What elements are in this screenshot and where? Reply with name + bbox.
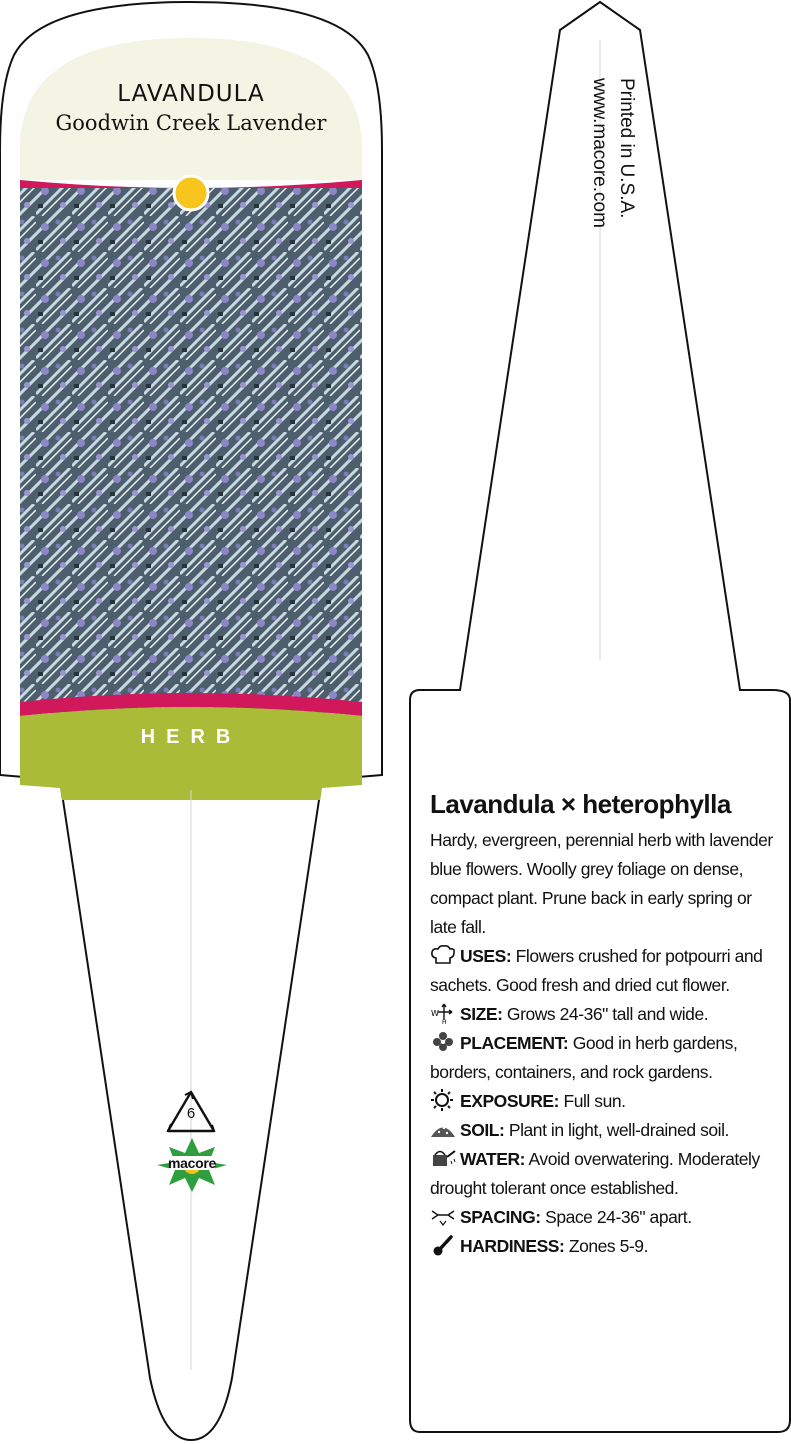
attr-text: Avoid overwatering. Moderately drought tolerant once established. <box>430 1149 760 1198</box>
attr-text: Zones 5-9. <box>568 1236 648 1256</box>
attr-label: HARDINESS: <box>460 1236 565 1256</box>
plant-photo <box>20 188 362 713</box>
printed-note <box>580 78 640 298</box>
attr-uses <box>430 942 780 1000</box>
attr-label: SPACING: <box>460 1207 541 1227</box>
category-label: HERB <box>140 726 242 748</box>
printed-country: Printed in U.S.A. <box>616 78 637 219</box>
sun-dot <box>174 176 208 210</box>
thermometer-icon <box>430 1234 456 1256</box>
attr-text: Space 24-36" apart. <box>545 1207 692 1227</box>
size-arrows-icon <box>430 1002 456 1024</box>
cultivar-name: Goodwin Creek Lavender <box>55 111 327 135</box>
sun-icon <box>430 1089 456 1111</box>
attr-text: Plant in light, well-drained soil. <box>508 1120 729 1140</box>
attr-label: USES: <box>460 946 512 966</box>
spacing-icon <box>430 1205 456 1227</box>
svg-text:W: W <box>431 1009 439 1018</box>
plant-description: Hardy, evergreen, perennial herb with lavender blue flowers. Woolly grey foliage on dense, compact plant. Prune back in early spring or late fall. <box>430 830 773 937</box>
flower-cluster-icon <box>430 1031 456 1053</box>
attr-soil <box>430 1116 780 1145</box>
recycle-symbol <box>165 1089 217 1135</box>
attr-text: Grows 24-36" tall and wide. <box>506 1004 709 1024</box>
attr-spacing <box>430 1203 780 1232</box>
attr-label: SIZE: <box>460 1004 503 1024</box>
attr-water <box>430 1145 780 1203</box>
attr-label: SOIL: <box>460 1120 505 1140</box>
attr-label: WATER: <box>460 1149 526 1169</box>
brand-logo <box>155 1137 229 1193</box>
attr-size <box>430 1000 780 1029</box>
front-header <box>20 80 362 136</box>
attr-placement <box>430 1029 780 1087</box>
attr-text: Full sun. <box>563 1091 626 1111</box>
recycle-number: 6 <box>186 1105 196 1122</box>
watering-can-icon <box>430 1147 456 1169</box>
genus-title: LAVANDULA <box>117 81 265 107</box>
attr-label: EXPOSURE: <box>460 1091 560 1111</box>
soil-mound-icon <box>430 1118 456 1140</box>
printed-website: www.macore.com <box>589 78 610 228</box>
logo-text: macore <box>167 1155 216 1171</box>
attr-label: PLACEMENT: <box>460 1033 569 1053</box>
svg-text:H: H <box>442 1019 447 1024</box>
attr-hardiness <box>430 1232 780 1261</box>
scientific-name: Lavandula × heterophylla <box>430 789 731 819</box>
chef-hat-icon <box>430 944 456 966</box>
attr-exposure <box>430 1087 780 1116</box>
care-info <box>430 788 780 1261</box>
attr-text: Flowers crushed for potpourri and sachets. Good fresh and dried cut flower. <box>430 946 763 995</box>
attr-text: Good in herb gardens, borders, containers, and rock gardens. <box>430 1033 738 1082</box>
